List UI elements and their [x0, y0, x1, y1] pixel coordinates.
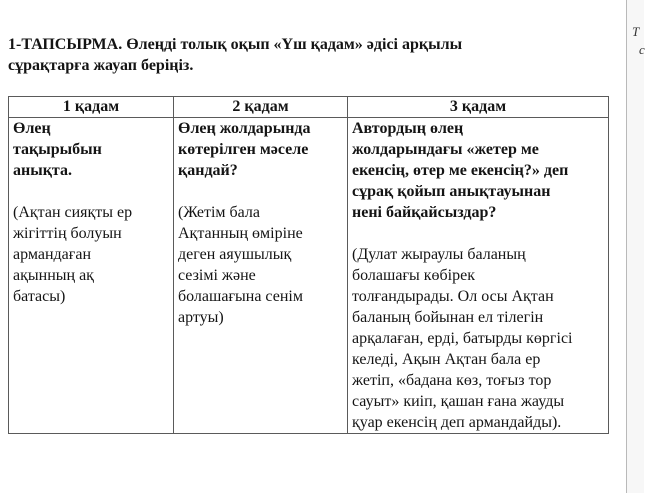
header-step-2: 2 қадам — [174, 97, 348, 118]
task-heading — [8, 34, 608, 76]
adjacent-page-text-1: Т — [632, 24, 640, 39]
cell-step-2 — [174, 118, 348, 434]
task-heading-line2: сұрақтарға жауап беріңіз. — [8, 57, 194, 74]
step-1-answer: (Ақтан сияқты ер жігіттің болуын армандаған ақынның ақ батасы) — [13, 204, 133, 305]
step-3-answer: (Дулат жыраулы баланың болашағы көбірек толғандырады. Ол осы Ақтан баланың бойынан ел тілегін арқалаған, ерді, батырды көргісі келеді, Ақын Ақтан бала ер жетіп, «бадана көз, тоғыз тор сауыт» киіп, қашан ғана жауды қуар екенсің деп армандайды). — [352, 246, 573, 431]
table-row — [9, 118, 609, 434]
step-3-question: Автордың өлең жолдарындағы «жетер ме екенсің, өтер ме екенсің?» деп сұрақ қойып анықтауынан нені байқайсыздар? — [352, 120, 569, 221]
cell-step-1 — [9, 118, 174, 434]
task-heading-line1: 1-ТАПСЫРМА. Өлеңді толық оқып «Үш қадам» әдісі арқылы — [8, 36, 463, 53]
step-1-question: Өлең тақырыбын анықта. — [13, 120, 102, 179]
adjacent-page-fragment — [627, 0, 644, 493]
header-step-1: 1 қадам — [9, 97, 174, 118]
step-2-answer: (Жетім бала Ақтанның өміріне деген аяушылық сезімі және болашағына сенім артуы) — [178, 204, 303, 326]
three-steps-table — [8, 96, 609, 434]
header-step-3: 3 қадам — [348, 97, 609, 118]
table-header-row — [9, 97, 609, 118]
step-2-question: Өлең жолдарында көтерілген мәселе қандай? — [178, 120, 311, 179]
cell-step-3 — [348, 118, 609, 434]
adjacent-page-text-2: с — [639, 42, 645, 57]
